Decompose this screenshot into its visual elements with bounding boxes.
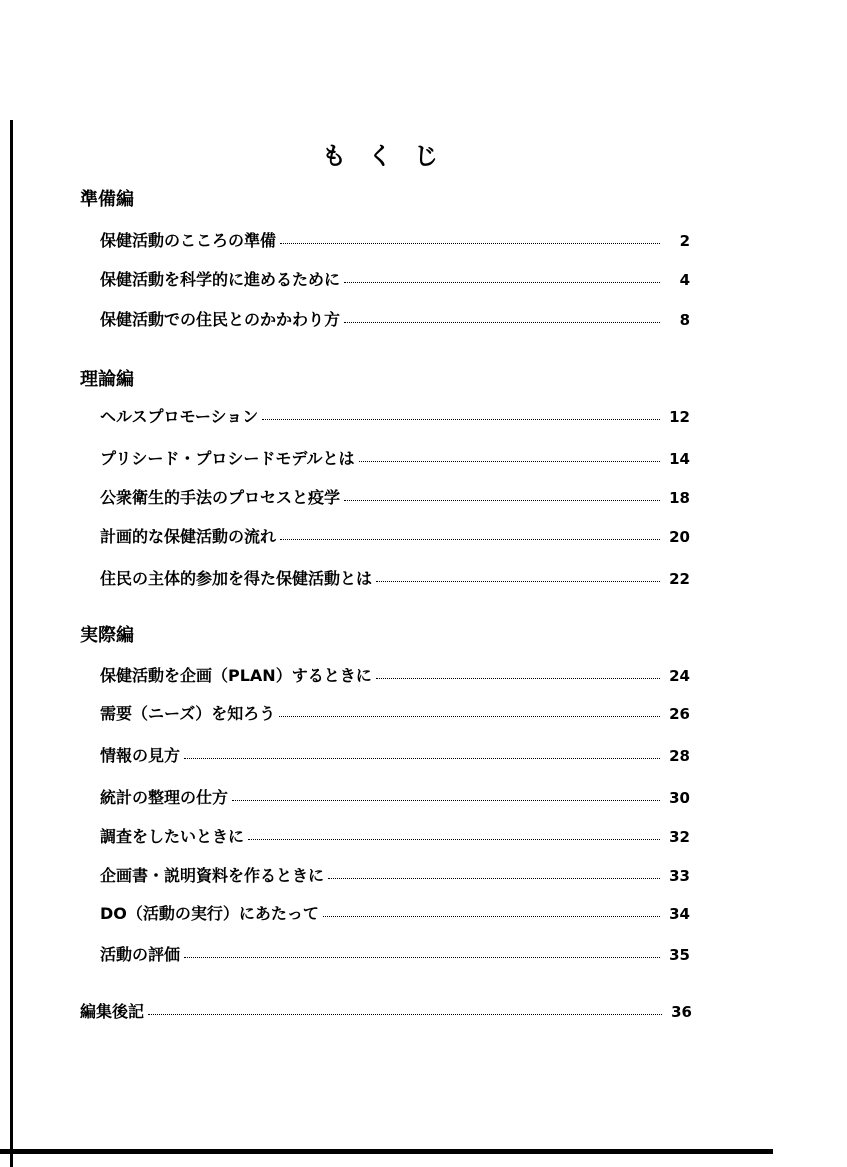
toc-entry[interactable] — [100, 744, 690, 768]
toc-entry[interactable] — [100, 786, 690, 810]
toc-entry[interactable] — [100, 405, 690, 429]
dot-leader — [328, 878, 660, 879]
toc-entry[interactable] — [100, 447, 690, 471]
toc-entry[interactable] — [100, 229, 690, 253]
page-title: もくじ — [322, 142, 460, 170]
section-heading-theory: 理論編 — [80, 369, 134, 390]
dot-leader — [279, 716, 660, 717]
dot-leader — [280, 243, 660, 244]
toc-entry-title: ヘルスプロモーション — [100, 407, 259, 426]
toc-entry[interactable] — [100, 525, 690, 549]
toc-entry-afterword[interactable] — [80, 1000, 692, 1024]
dot-leader — [359, 461, 660, 462]
dot-leader — [262, 419, 660, 420]
toc-page-number: 8 — [679, 311, 690, 329]
toc-entry-title: DO（活動の実行）にあたって — [100, 904, 319, 923]
toc-page-number: 12 — [669, 408, 690, 426]
dot-leader — [344, 282, 660, 283]
toc-entry[interactable] — [100, 902, 690, 926]
toc-page-number: 4 — [679, 271, 690, 289]
toc-entry-title: 保健活動を企画（PLAN）するときに — [100, 666, 372, 685]
toc-entry[interactable] — [100, 308, 690, 332]
toc-entry-title: 活動の評価 — [100, 945, 181, 964]
toc-page-number: 30 — [669, 789, 690, 807]
toc-entry[interactable] — [100, 486, 690, 510]
toc-entry-title: 計画的な保健活動の流れ — [100, 527, 277, 546]
toc-page-number: 2 — [679, 232, 690, 250]
toc-entry-title: 編集後記 — [80, 1002, 145, 1021]
dot-leader — [280, 539, 660, 540]
left-margin-rule — [10, 120, 13, 1167]
dot-leader — [323, 916, 660, 917]
toc-page-number: 33 — [669, 867, 690, 885]
dot-leader — [148, 1014, 662, 1015]
toc-entry-title: 需要（ニーズ）を知ろう — [100, 704, 276, 723]
toc-entry-title: 公衆衛生的手法のプロセスと疫学 — [100, 488, 341, 507]
section-heading-preparation: 準備編 — [80, 189, 134, 210]
dot-leader — [232, 800, 660, 801]
toc-page-number: 18 — [669, 489, 690, 507]
toc-page-number: 26 — [669, 705, 690, 723]
toc-entry-title: 保健活動のこころの準備 — [100, 231, 277, 250]
toc-entry-title: プリシード・プロシードモデルとは — [100, 449, 355, 468]
dot-leader — [248, 839, 660, 840]
bottom-rule — [0, 1149, 773, 1154]
toc-page-number: 22 — [669, 570, 690, 588]
toc-page-number: 28 — [669, 747, 690, 765]
toc-page-number: 36 — [671, 1003, 692, 1021]
dot-leader — [184, 758, 660, 759]
toc-entry[interactable] — [100, 567, 690, 591]
toc-entry-title: 統計の整理の仕方 — [100, 788, 229, 807]
toc-entry-title: 企画書・説明資料を作るときに — [100, 866, 325, 885]
toc-entry-title: 情報の見方 — [100, 746, 181, 765]
toc-entry[interactable] — [100, 664, 690, 688]
toc-page-number: 32 — [669, 828, 690, 846]
toc-entry[interactable] — [100, 943, 690, 967]
dot-leader — [344, 500, 660, 501]
dot-leader — [376, 678, 660, 679]
toc-entry[interactable] — [100, 702, 690, 726]
toc-entry[interactable] — [100, 825, 690, 849]
dot-leader — [344, 322, 660, 323]
dot-leader — [376, 581, 660, 582]
toc-entry-title: 住民の主体的参加を得た保健活動とは — [100, 569, 373, 588]
toc-entry[interactable] — [100, 268, 690, 292]
toc-entry-title: 調査をしたいときに — [100, 827, 245, 846]
toc-page-number: 34 — [669, 905, 690, 923]
toc-entry-title: 保健活動を科学的に進めるために — [100, 270, 341, 289]
toc-entry-title: 保健活動での住民とのかかわり方 — [100, 310, 341, 329]
toc-page-number: 24 — [669, 667, 690, 685]
toc-page-number: 35 — [669, 946, 690, 964]
toc-page-number: 14 — [669, 450, 690, 468]
toc-entry[interactable] — [100, 864, 690, 888]
dot-leader — [184, 957, 660, 958]
section-heading-practice: 実際編 — [80, 625, 134, 646]
toc-page-number: 20 — [669, 528, 690, 546]
